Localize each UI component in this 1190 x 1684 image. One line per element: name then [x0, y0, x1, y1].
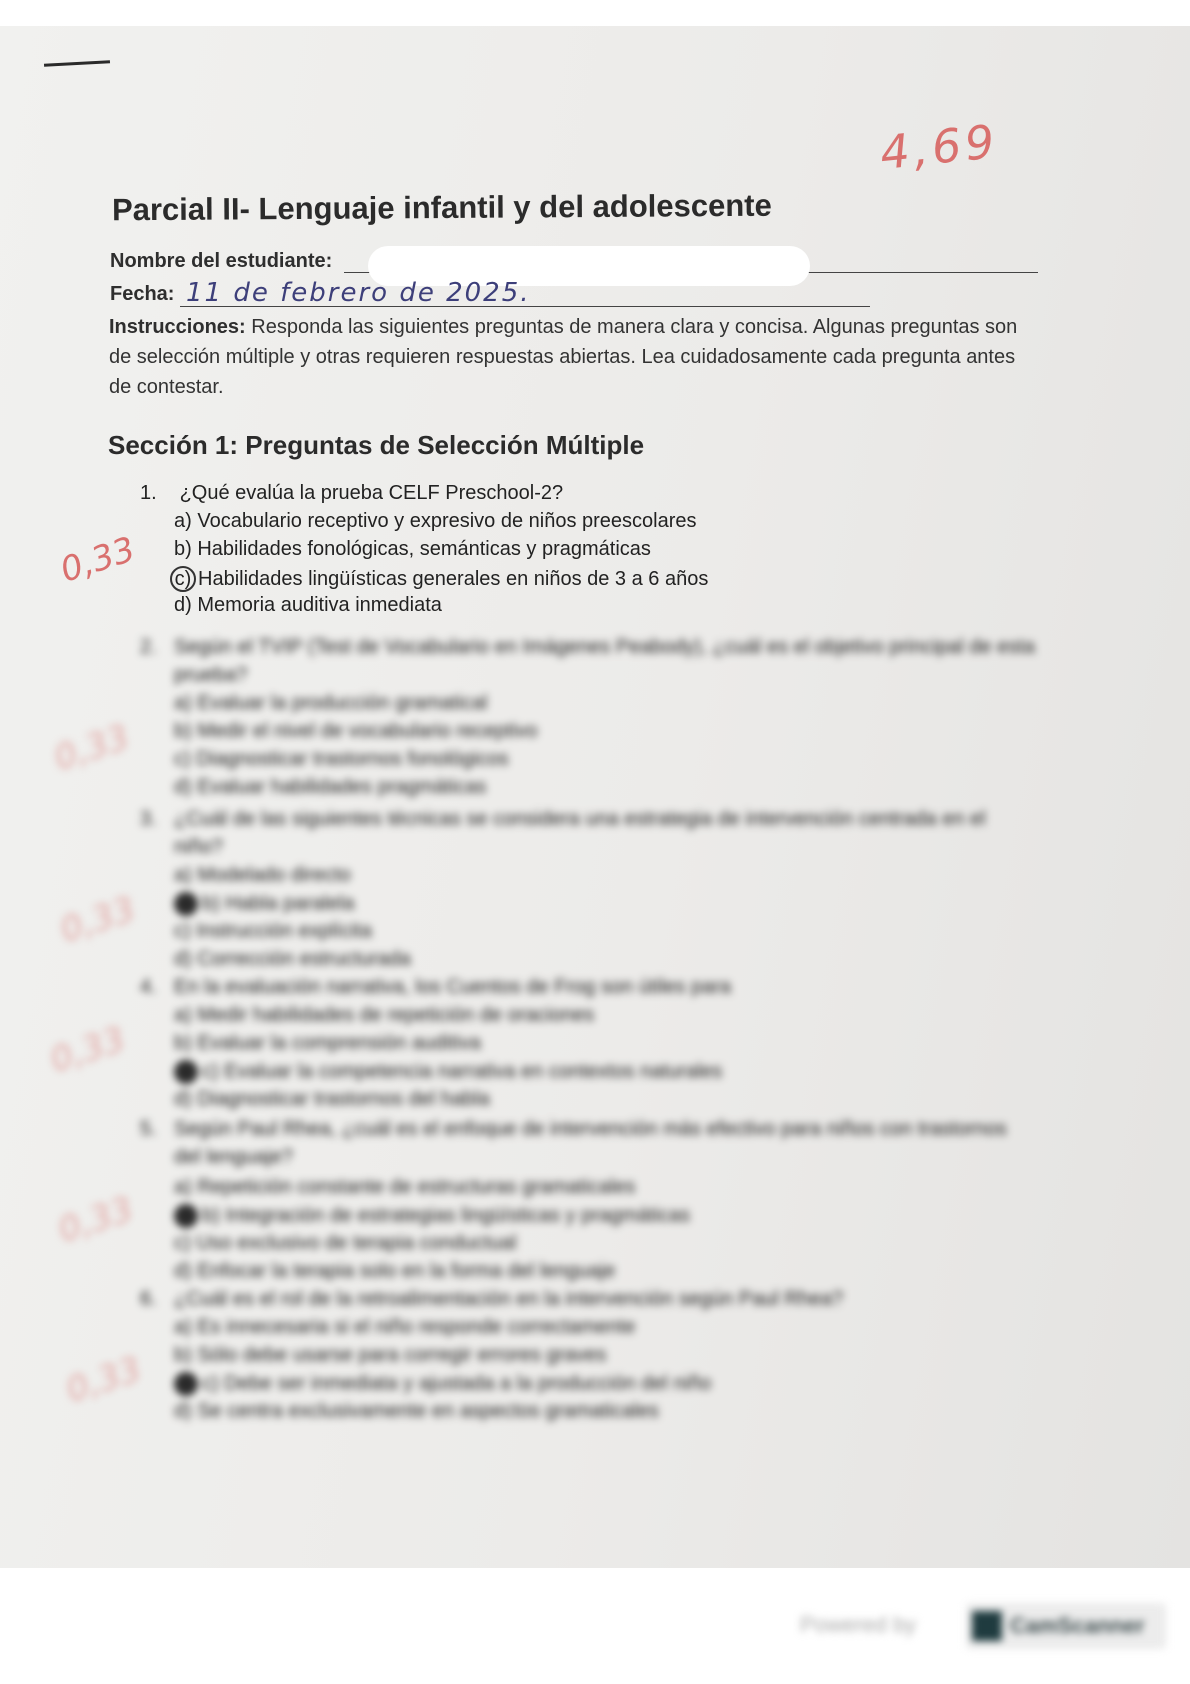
score-q6: 0,33	[61, 1349, 147, 1411]
handwritten-grade: 4,69	[877, 113, 1001, 181]
question-5: 5. Según Paul Rhea, ¿cuál es el enfoque de intervención más efectivo para niños con trastornos	[140, 1118, 1007, 1140]
score-q4: 0,33	[45, 1019, 131, 1081]
option-b: b) Habilidades fonológicas, semánticas y pragmáticas	[174, 538, 651, 560]
handwritten-date: 11 de febrero de 2025.	[186, 278, 531, 308]
blurred-questions: 2. Según el TVIP (Test de Vocabulario en Imágenes Peabody), ¿cuál es el objetivo principal de esta prueba? a) Evaluar la producción gramatical b) Medir el nivel de vocabulario receptivo c) Diagnosticar trastornos fonológicos d) Evaluar habilidades pragmáticas 0,33 3. ¿Cuál de las siguientes técnicas se considera una estrategia de intervención centrada en el niño? a) Modelado directo b) Habla paralela c) Instrucción explícita d) Corrección estructurada 0,33 4. En la evaluación narrativa, los Cuentos de Frog son útiles para a) Medir habilidades de repetición de oraciones b) Evaluar la comprensión auditiva c) Evaluar la competencia narrativa en contextos naturales d) Diagnosticar trastornos del habla 0,33 5. Según Paul Rhea, ¿cuál es el enfoque de intervención más efectivo para niños con trastornos del lenguaje? a) Repetición constante de estructuras gramaticales b) Integración de estrategias lingüísticas y pragmáticas c) Uso exclusivo de terapia conductual d) Enfocar la terapia solo en la forma del lenguaje 0,33 6. ¿Cuál es el rol de la retroalimentación en la intervención según Paul Rhea? a) Es innecesaria si el niño responde correctamente b) Sólo debe usarse para corregir errores graves c) Debe ser inmediata y ajustada a la producción del niño d) Se centra exclusivamente en aspectos gramaticales 0,33 Powered by CamScanner	[0, 0, 1190, 1684]
selected-mark	[174, 1060, 198, 1084]
student-name-label: Nombre del estudiante:	[110, 250, 333, 272]
question-4: 4. En la evaluación narrativa, los Cuentos de Frog son útiles para	[140, 976, 731, 998]
selected-mark	[174, 1204, 198, 1228]
question-text: ¿Qué evalúa la prueba CELF Preschool-2?	[179, 482, 564, 504]
question-6: 6. ¿Cuál es el rol de la retroalimentación en la intervención según Paul Rhea?	[140, 1288, 844, 1310]
question-3: 3. ¿Cuál de las siguientes técnicas se considera una estrategia de intervención centrada en el	[140, 808, 986, 830]
score-q3: 0,33	[55, 889, 141, 951]
selected-mark	[174, 892, 198, 916]
option-c-selected: c) Habilidades lingüísticas generales en niños de 3 a 6 años	[174, 566, 708, 592]
section-title: Sección 1: Preguntas de Selección Múltiple	[108, 430, 645, 460]
camscanner-logo	[966, 1603, 1166, 1649]
score-q5: 0,33	[53, 1189, 139, 1251]
question-number: 1.	[140, 482, 157, 504]
score-q1: 0,33	[55, 529, 141, 591]
selected-circle: c)	[170, 566, 196, 592]
option-d: d) Memoria auditiva inmediata	[174, 594, 442, 616]
camscanner-icon	[972, 1611, 1002, 1641]
option-a: a) Vocabulario receptivo y expresivo de niños preescolares	[174, 510, 697, 532]
question-2: 2. Según el TVIP (Test de Vocabulario en Imágenes Peabody), ¿cuál es el objetivo principal de esta	[140, 636, 1035, 658]
camscanner-brand: CamScanner	[1010, 1613, 1145, 1638]
selected-mark	[174, 1372, 198, 1396]
powered-by-label: Powered by	[800, 1612, 917, 1637]
page-title: Parcial II- Lenguaje infantil y del adolescente	[111, 187, 772, 228]
instructions-label: Instrucciones:	[109, 316, 246, 338]
date-label: Fecha:	[110, 283, 175, 305]
score-q2: 0,33	[49, 717, 135, 779]
instructions-text: Responda las siguientes preguntas de manera clara y concisa. Algunas preguntas son de selección múltiple y otras requieren respuestas abiertas. Lea cuidadosamente cada pregunta antes de contestar.	[109, 316, 1018, 398]
